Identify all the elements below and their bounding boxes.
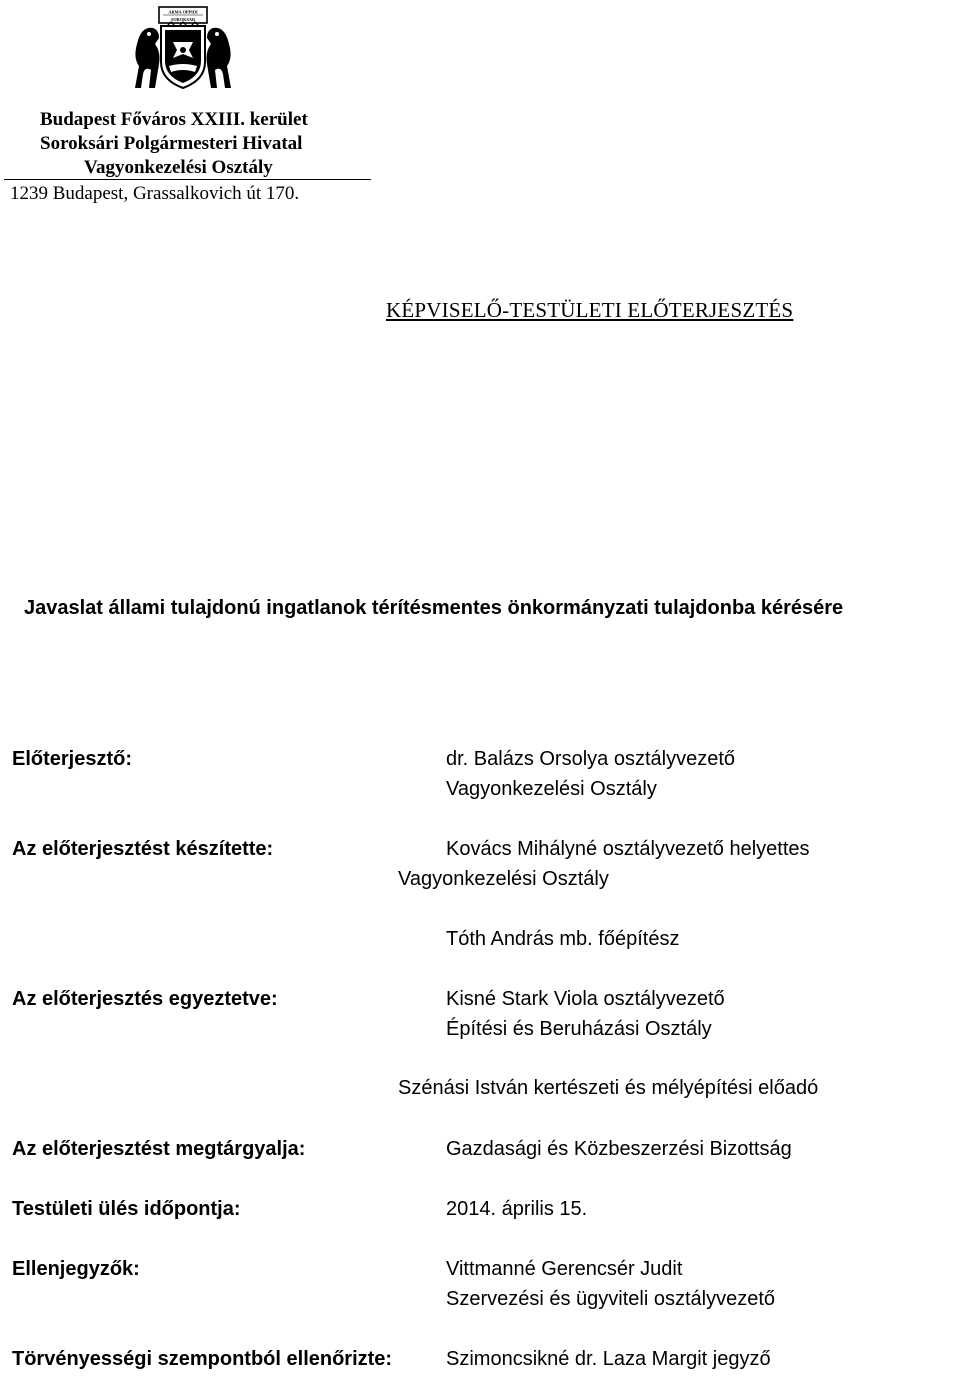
session-date-label: Testületi ülés időpontja: bbox=[12, 1198, 241, 1220]
session-date-value: 2014. április 15. bbox=[446, 1198, 588, 1220]
discussed-by-label: Az előterjesztést megtárgyalja: bbox=[12, 1138, 306, 1160]
header-address: 1239 Budapest, Grassalkovich út 170. bbox=[10, 183, 300, 204]
presenter-name: dr. Balázs Orsolya osztályvezető bbox=[446, 748, 736, 770]
agreed-name-2: Szénási István kertészeti és mélyépítési előadó bbox=[398, 1077, 819, 1099]
crest-banner-bottom: SOROKSAR bbox=[170, 17, 196, 22]
agreed-name: Kisné Stark Viola osztályvezető bbox=[446, 988, 725, 1010]
prepared-by-name-2: Tóth András mb. főépítész bbox=[446, 928, 680, 950]
presenter-department: Vagyonkezelési Osztály bbox=[446, 778, 657, 800]
crest-banner-top: ARMA OPPIDI bbox=[168, 9, 198, 15]
countersign-role: Szervezési és ügyviteli osztályvezető bbox=[446, 1288, 776, 1310]
header-divider bbox=[4, 179, 371, 180]
prepared-by-name: Kovács Mihályné osztályvezető helyettes bbox=[446, 838, 810, 860]
agreed-department: Építési és Beruházási Osztály bbox=[446, 1018, 712, 1040]
prepared-by-label: Az előterjesztést készítette: bbox=[12, 838, 274, 860]
coat-of-arms-logo bbox=[133, 4, 233, 92]
countersign-name: Vittmanné Gerencsér Judit bbox=[446, 1258, 683, 1280]
header-line-2: Soroksári Polgármesteri Hivatal bbox=[40, 133, 303, 154]
header-line-1: Budapest Főváros XXIII. kerület bbox=[40, 109, 308, 130]
discussed-by-value: Gazdasági és Közbeszerzési Bizottság bbox=[446, 1138, 792, 1160]
agreed-label: Az előterjesztés egyeztetve: bbox=[12, 988, 278, 1010]
document-title: KÉPVISELŐ-TESTÜLETI ELŐTERJESZTÉS bbox=[386, 298, 794, 322]
prepared-by-department: Vagyonkezelési Osztály bbox=[398, 868, 609, 890]
presenter-label: Előterjesztő: bbox=[12, 748, 133, 770]
countersign-label: Ellenjegyzők: bbox=[12, 1258, 140, 1280]
legality-check-value: Szimoncsikné dr. Laza Margit jegyző bbox=[446, 1348, 771, 1370]
header-line-3: Vagyonkezelési Osztály bbox=[84, 157, 273, 178]
legality-check-label: Törvényességi szempontból ellenőrizte: bbox=[12, 1348, 393, 1370]
subject-line: Javaslat állami tulajdonú ingatlanok térítésmentes önkormányzati tulajdonba kérésére bbox=[24, 597, 844, 619]
